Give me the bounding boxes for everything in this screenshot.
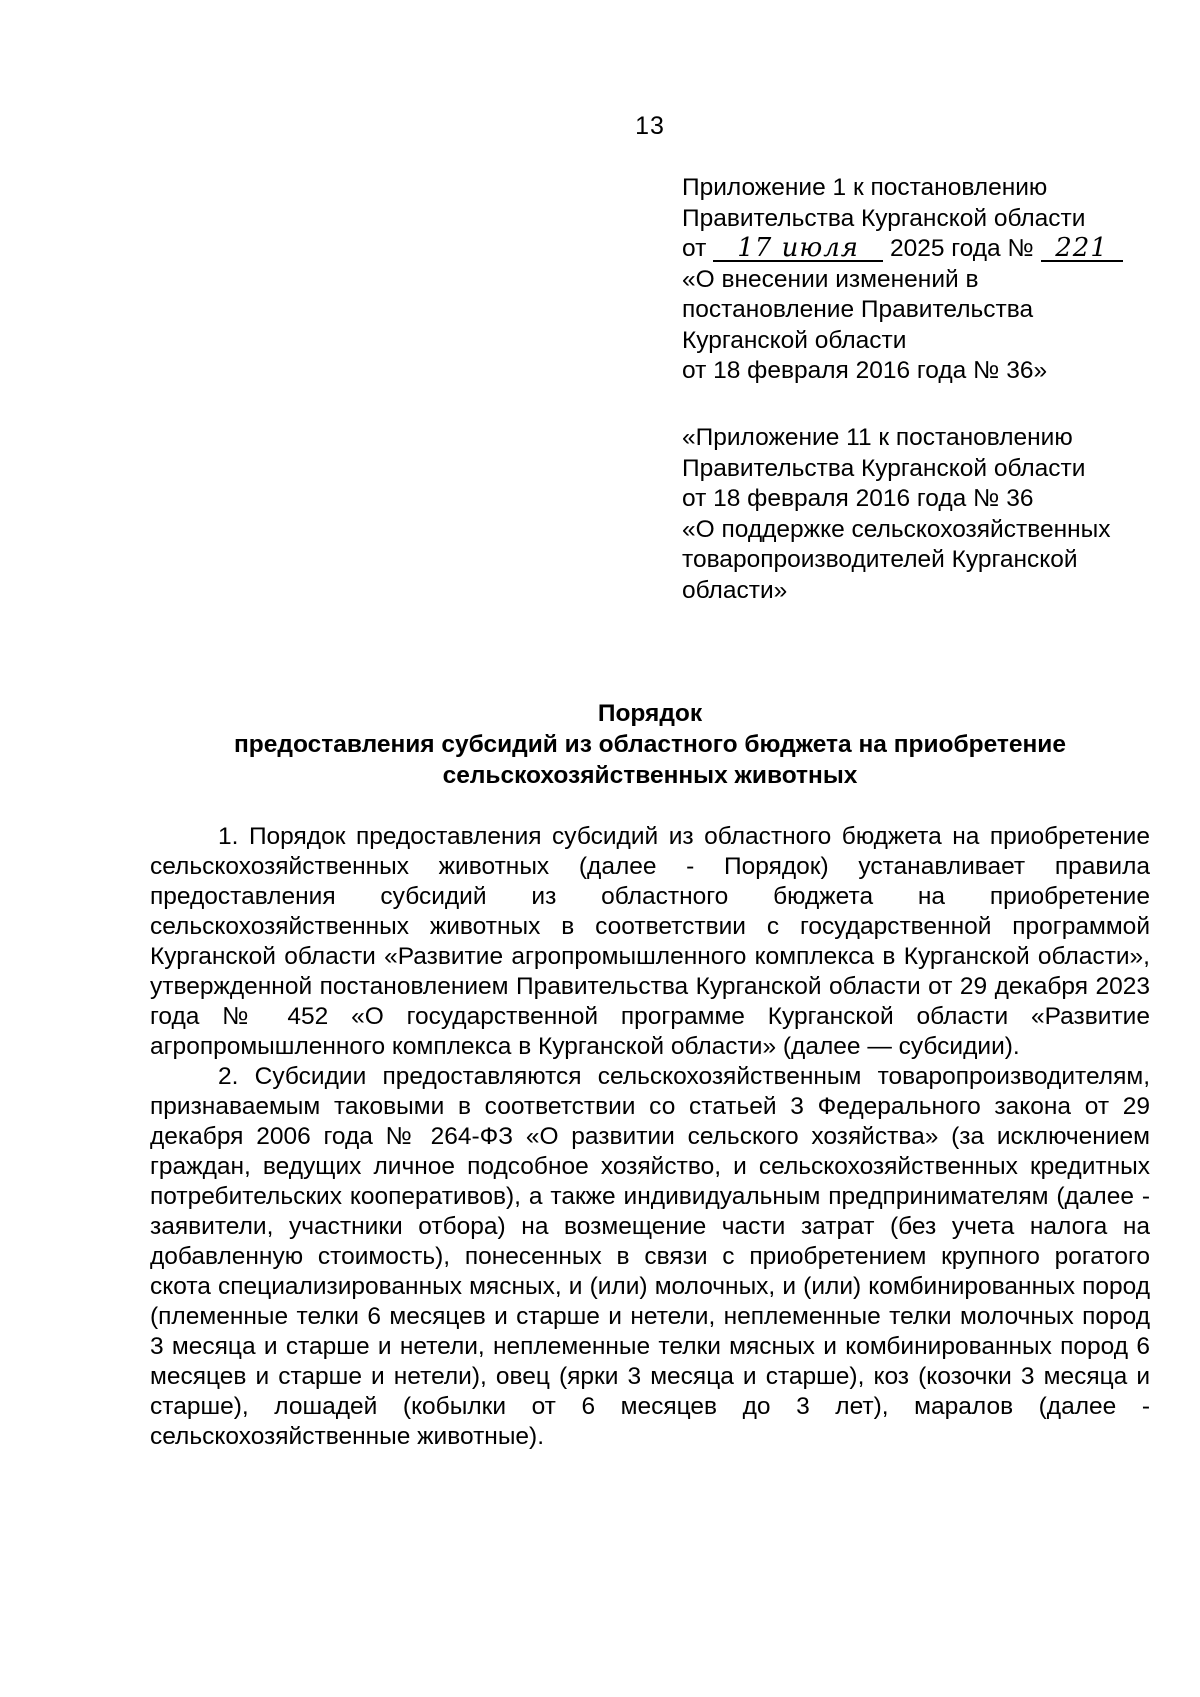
appendix-1-date-line	[682, 234, 1182, 265]
document-title	[150, 698, 1150, 791]
appendix-2-line: Правительства Курганской области	[682, 454, 1086, 482]
from-label: от	[682, 235, 707, 262]
appendix-1-line: «О внесении изменений в	[682, 265, 979, 293]
document-body	[150, 822, 1150, 1452]
appendix-1-line: Правительства Курганской области	[682, 204, 1086, 232]
appendix-1-line: от 18 февраля 2016 года № 36»	[682, 357, 1048, 384]
paragraph-2: 2. Субсидии предоставляются сельскохозяйственным товаропроизводителям, признаваемым таковыми в соответствии со статьей 3 Федерального закона от 29 декабря 2006 года № 264-ФЗ «О развитии сельского хозяйства» (за исключением граждан, ведущих личное подсобное хозяйство, и сельскохозяйственных кредитных потребительских кооперативов), а также индивидуальным предпринимателям (далее - заявители, участники отбора) на возмещение части затрат (без учета налога на добавленную стоимость), понесенных в связи с приобретением крупного рогатого скота специализированных мясных, и (или) молочных, и (или) комбинированных пород (племенные телки 6 месяцев и старше и нетели, неплеменные телки молочных пород 3 месяца и старше и нетели, неплеменные телки мясных и комбинированных пород 6 месяцев и старше и нетели), овец (ярки 3 месяца и старше), коз (козочки 3 месяца и старше), лошадей (кобылки от 6 месяцев до 3 лет), маралов (далее - сельскохозяйственные животные).	[150, 1063, 1150, 1450]
appendix-2-line: «О поддержке сельскохозяйственных	[682, 515, 1111, 543]
paragraph-1: 1. Порядок предоставления субсидий из областного бюджета на приобретение сельскохозяйственных животных (далее - Порядок) устанавливает правила предоставления субсидий из областного бюджета на приобретение сельскохозяйственных животных в соответствии с государственной программой Курганской области «Развитие агропромышленного комплекса в Курганской области», утвержденной постановлением Правительства Курганской области от 29 декабря 2023 года № 452 «О государственной программе Курганской области «Развитие агропромышленного комплекса в Курганской области» (далее — субсидии).	[150, 823, 1150, 1060]
appendix-2-line: области»	[682, 576, 788, 604]
appendix-1-line: Курганской области	[682, 326, 907, 354]
year-label: 2025 года №	[889, 235, 1034, 262]
appendix-1-line: постановление Правительства	[682, 296, 1034, 323]
appendix-2-line: от 18 февраля 2016 года № 36	[682, 485, 1034, 512]
appendix-1-header	[682, 173, 1182, 387]
appendix-2-line: товаропроизводителей Курганской	[682, 546, 1078, 573]
title-line: сельскохозяйственных животных	[442, 762, 858, 789]
handwritten-number: 221	[1041, 236, 1123, 262]
appendix-2-header	[682, 423, 1182, 606]
title-line: Порядок	[597, 700, 703, 727]
title-line: предоставления субсидий из областного бюджета на приобретение	[234, 731, 1066, 758]
page-number: 13	[635, 112, 665, 140]
handwritten-date: 17 июля	[713, 236, 883, 262]
appendix-2-line: «Приложение 11 к постановлению	[682, 424, 1073, 451]
appendix-1-line: Приложение 1 к постановлению	[682, 174, 1048, 201]
